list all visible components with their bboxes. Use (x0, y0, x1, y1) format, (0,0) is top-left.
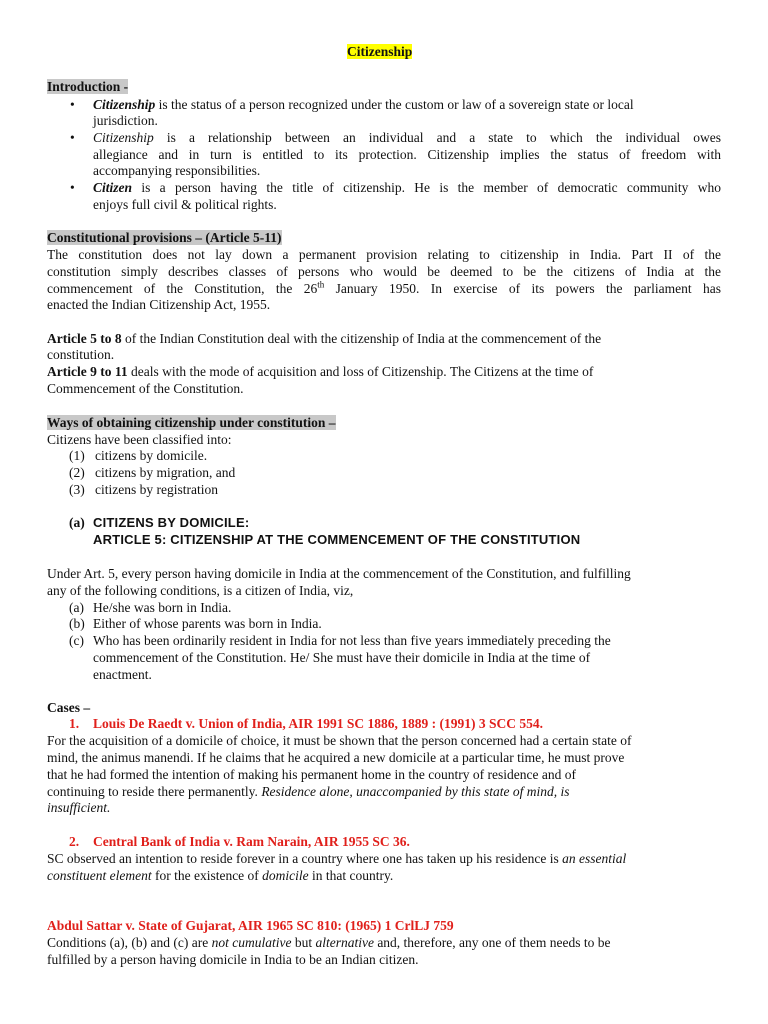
case-text: Conditions (a), (b) and (c) are (47, 935, 212, 950)
para-text: January 1950. In exercise of its powers the parliament has (324, 281, 721, 296)
case-text-italic: alternative (315, 935, 374, 950)
constitutional-para-line-2: constitution simply describes classes of persons who would be deemed to be the citizens of India at the (47, 264, 721, 279)
constitutional-heading-text: Constitutional provisions – (Article 5-11) (47, 230, 282, 245)
article-9-11-line-1 (47, 364, 593, 380)
condition-num: (c) (69, 633, 84, 648)
superscript: th (317, 279, 325, 290)
title-highlight: Citizenship (347, 44, 413, 59)
article-5-8-text: of the Indian Constitution deal with the citizenship of India at the commencement of the (121, 331, 602, 346)
condition-num: (a) (69, 600, 84, 615)
intro-bullet-3-line-2: enjoys full civil & political rights. (93, 197, 277, 212)
term-citizenship: Citizenship (93, 130, 154, 145)
case-2-title: Central Bank of India v. Ram Narain, AIR 1955 SC 36. (93, 834, 410, 849)
bullet-icon: • (70, 130, 75, 145)
term-citizenship: Citizenship (93, 97, 156, 112)
case-3-line-1 (47, 935, 610, 951)
intro-bullet-1-line-1 (93, 97, 721, 113)
bullet-icon: • (70, 180, 75, 195)
case-text-italic: domicile (262, 868, 309, 883)
section-heading-introduction (47, 79, 128, 95)
ways-item-num: (3) (69, 482, 85, 497)
case-text: in that country. (308, 868, 394, 883)
case-1-title: Louis De Raedt v. Union of India, AIR 1991 SC 1886, 1889 : (1991) 3 SCC 554. (93, 716, 544, 731)
cases-heading: Cases – (47, 700, 91, 715)
case-text: SC observed an intention to reside forever in a country where one has taken up his residence is (47, 851, 563, 866)
case-3-line-2: fulfilled by a person having domicile in India to be an Indian citizen. (47, 952, 419, 967)
article-5-8-label: Article 5 to 8 (47, 331, 122, 346)
intro-bullet-3-text: is a person having the title of citizenship. He is the member of democratic community who (132, 180, 721, 195)
domicile-para-line-1: Under Art. 5, every person having domicile in India at the commencement of the Constitution, and fulfilling (47, 566, 631, 581)
intro-bullet-1-text: is the status of a person recognized under the custom or law of a sovereign state or local (155, 97, 634, 112)
term-citizen: Citizen (93, 180, 133, 195)
case-text: but (291, 935, 316, 950)
constitutional-para-line-4: enacted the Indian Citizenship Act, 1955. (47, 297, 271, 312)
intro-bullet-3-line-1 (93, 180, 721, 196)
case-2-line-1 (47, 851, 626, 867)
ways-item-text: citizens by registration (95, 482, 218, 497)
case-1-line-1: For the acquisition of a domicile of choice, it must be shown that the person concerned had a certain state of (47, 733, 632, 748)
article-5-8-line-1 (47, 331, 601, 347)
page-title (347, 44, 412, 60)
domicile-heading: CITIZENS BY DOMICILE: (93, 515, 250, 530)
case-1-line-4 (47, 784, 570, 800)
case-3-title: Abdul Sattar v. State of Gujarat, AIR 1965 SC 810: (1965) 1 CrlLJ 759 (47, 918, 454, 933)
ways-item-text: citizens by migration, and (95, 465, 236, 480)
constitutional-para-line-1: The constitution does not lay down a permanent provision relating to citizenship in India. Part II of the (47, 247, 721, 262)
condition-text: He/she was born in India. (93, 600, 232, 615)
intro-bullet-2-line-3: accompanying responsibilities. (93, 163, 261, 178)
section-heading-constitutional (47, 230, 282, 246)
condition-c-line-2: commencement of the Constitution. He/ She must have their domicile in India at the time of (93, 650, 591, 665)
domicile-label: (a) (69, 515, 85, 530)
condition-num: (b) (69, 616, 85, 631)
constitutional-para-line-3 (47, 281, 721, 297)
case-text-italic: not cumulative (211, 935, 292, 950)
case-1-line-3: that he had formed the intention of making his permanent home in the country of residence and of (47, 767, 576, 782)
article-5-heading: ARTICLE 5: CITIZENSHIP AT THE COMMENCEMENT OF THE CONSTITUTION (93, 532, 581, 547)
introduction-heading-text: Introduction - (47, 79, 129, 94)
ways-item-text: citizens by domicile. (95, 448, 208, 463)
case-1-line-2: mind, the animus manendi. If he claims that he acquired a new domicile at a particular time, he must prove (47, 750, 625, 765)
intro-bullet-2-line-2: allegiance and in turn is entitled to its protection. Citizenship implies the status of freedom with (93, 147, 721, 162)
article-9-11-label: Article 9 to 11 (47, 364, 128, 379)
case-text-italic: Residence alone, unaccompanied by this state of mind, is (261, 784, 570, 799)
bullet-icon: • (70, 97, 75, 112)
condition-c-line-3: enactment. (93, 667, 152, 682)
section-heading-ways (47, 415, 336, 431)
case-text-italic: constituent element (47, 868, 152, 883)
intro-bullet-1-line-2: jurisdiction. (93, 113, 158, 128)
ways-heading-text: Ways of obtaining citizenship under constitution – (47, 415, 336, 430)
case-2-line-2 (47, 868, 393, 884)
case-1-num: 1. (69, 716, 80, 731)
ways-intro: Citizens have been classified into: (47, 432, 232, 447)
case-2-num: 2. (69, 834, 80, 849)
case-text: continuing to reside there permanently. (47, 784, 262, 799)
article-9-11-text: deals with the mode of acquisition and loss of Citizenship. The Citizens at the time of (127, 364, 594, 379)
intro-bullet-2-line-1 (93, 130, 721, 146)
case-text-italic: an essential (562, 851, 627, 866)
ways-item-num: (1) (69, 448, 85, 463)
case-1-line-5: insufficient. (47, 800, 111, 815)
para-text: commencement of the Constitution, the 26 (47, 281, 318, 296)
intro-bullet-2-text: is a relationship between an individual and a state to which the individual owes (153, 130, 721, 145)
article-5-8-line-2: constitution. (47, 347, 115, 362)
ways-item-num: (2) (69, 465, 85, 480)
domicile-para-line-2: any of the following conditions, is a citizen of India, viz, (47, 583, 354, 598)
condition-text: Who has been ordinarily resident in India for not less than five years immediately preceding the (93, 633, 611, 648)
case-text: for the existence of (151, 868, 263, 883)
article-9-11-line-2: Commencement of the Constitution. (47, 381, 244, 396)
condition-text: Either of whose parents was born in India. (93, 616, 322, 631)
case-text: and, therefore, any one of them needs to be (373, 935, 611, 950)
